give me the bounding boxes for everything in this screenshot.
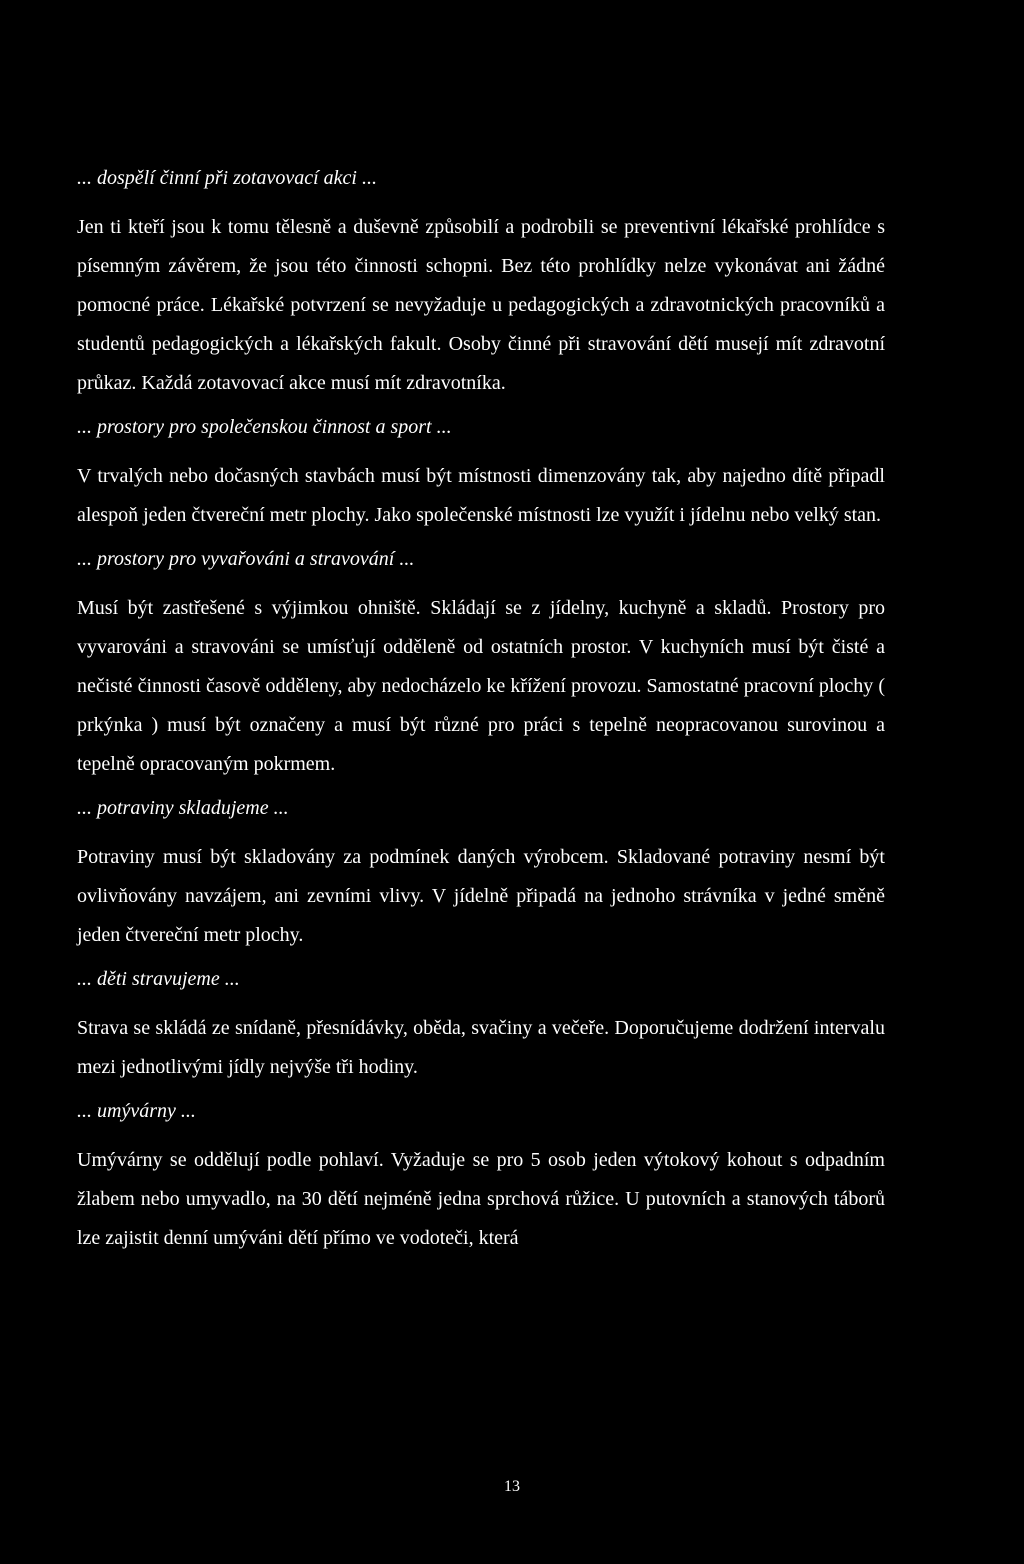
section-heading: ... prostory pro společenskou činnost a sport ... bbox=[77, 416, 452, 438]
section-umyvarny bbox=[77, 1099, 885, 1258]
section-heading: ... dospělí činní při zotavovací akci ... bbox=[77, 167, 377, 189]
section-heading: ... prostory pro vyvařováni a stravování ... bbox=[77, 548, 415, 570]
section-paragraph: Umývárny se oddělují podle pohlaví. Vyžaduje se pro 5 osob jeden výtokový kohout s odpadním žlabem nebo umyvadlo, na 30 dětí nejméně jedna sprchová růžice. U putovních a stanových táborů lze zajistit denní umýváni dětí přímo ve vodoteči, která bbox=[77, 1149, 885, 1249]
section-paragraph: Potraviny musí být skladovány za podmínek daných výrobcem. Skladované potraviny nesmí být ovlivňovány navzájem, ani zevními vlivy. V jídelně připadá na jednoho strávníka v jedné směně jeden čtvereční metr plochy. bbox=[77, 846, 885, 946]
section-paragraph: Musí být zastřešené s výjimkou ohniště. Skládají se z jídelny, kuchyně a skladů. Prostory pro vyvarováni a stravováni se umísťují odděleně od ostatních prostor. V kuchyních musí být čisté a nečisté činnosti časově odděleny, aby nedocházelo ke křížení provozu. Samostatné pracovní plochy ( prkýnka ) musí být označeny a musí být různé pro práci s tepelně neopracovanou surovinou a tepelně opracovaným pokrmem. bbox=[77, 597, 885, 775]
section-paragraph: V trvalých nebo dočasných stavbách musí být místnosti dimenzovány tak, aby najedno dítě připadl alespoň jeden čtvereční metr plochy. Jako společenské místnosti lze využít i jídelnu nebo velký stan. bbox=[77, 465, 885, 526]
section-paragraph: Jen ti kteří jsou k tomu tělesně a duševně způsobilí a podrobili se preventivní lékařské prohlídce s písemným závěrem, že jsou této činnosti schopni. Bez této prohlídky nelze vykonávat ani žádné pomocné práce. Lékařské potvrzení se nevyžaduje u pedagogických a zdravotnických pracovníků a studentů pedagogických a lékařských fakult. Osoby činné při stravování dětí musejí mít zdravotní průkaz. Každá zotavovací akce musí mít zdravotníka. bbox=[77, 216, 885, 394]
section-prostory-vyvarovani bbox=[77, 547, 885, 784]
section-prostory-spolecenska bbox=[77, 415, 885, 535]
section-heading: ... děti stravujeme ... bbox=[77, 968, 240, 990]
section-dospeli bbox=[77, 166, 885, 403]
section-deti-stravujeme bbox=[77, 967, 885, 1087]
page-number: 13 bbox=[504, 1478, 520, 1495]
section-heading: ... potraviny skladujeme ... bbox=[77, 797, 289, 819]
page-content bbox=[77, 166, 885, 1270]
section-potraviny bbox=[77, 796, 885, 955]
section-paragraph: Strava se skládá ze snídaně, přesnídávky, oběda, svačiny a večeře. Doporučujeme dodržení intervalu mezi jednotlivými jídly nejvýše tři hodiny. bbox=[77, 1017, 885, 1078]
section-heading: ... umývárny ... bbox=[77, 1100, 196, 1122]
